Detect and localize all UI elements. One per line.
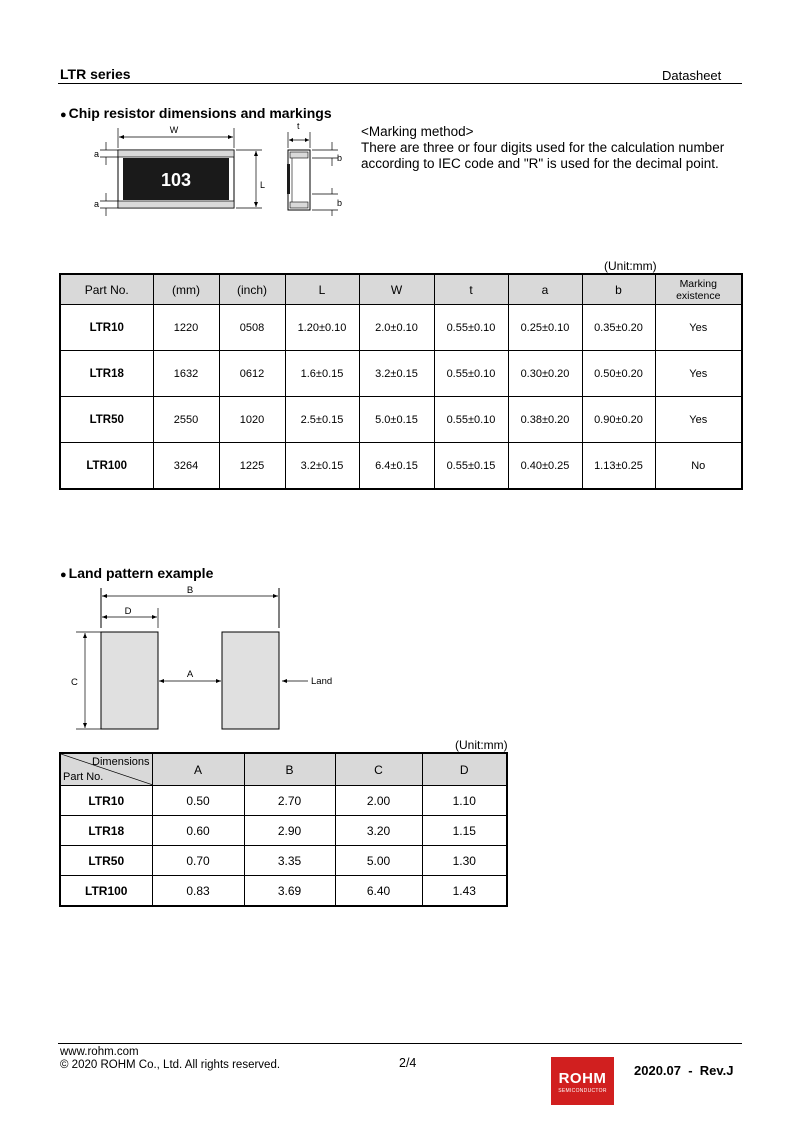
table-cell: 1.13±0.25 — [582, 443, 655, 490]
part-no-cell: LTR100 — [60, 876, 152, 907]
page-number: 2/4 — [399, 1056, 417, 1070]
part-no-cell: LTR10 — [60, 786, 152, 816]
land-pattern-table — [59, 752, 508, 907]
section-title-land-pattern — [60, 565, 213, 581]
table-cell: 0.30±0.20 — [508, 351, 582, 397]
table-cell: 0.60 — [152, 816, 244, 846]
label-l: L — [260, 180, 266, 190]
footer-divider — [58, 1043, 742, 1044]
table-cell: 1.43 — [422, 876, 507, 907]
table-cell: 2550 — [153, 397, 219, 443]
col-header-marking: Marking existence — [655, 274, 742, 305]
table-cell: 3.2±0.15 — [285, 443, 359, 490]
unit-label-land: (Unit:mm) — [455, 738, 508, 752]
table-cell: 2.00 — [335, 786, 422, 816]
label-w: W — [169, 125, 179, 135]
part-no-cell: LTR50 — [60, 846, 152, 876]
part-no-cell: LTR100 — [60, 443, 153, 490]
table-cell: 0.83 — [152, 876, 244, 907]
label-c: C — [71, 677, 78, 688]
table-cell: 2.90 — [244, 816, 335, 846]
col-header: C — [335, 753, 422, 786]
table-cell: 3.69 — [244, 876, 335, 907]
col-header: t — [434, 274, 508, 305]
col-header: B — [244, 753, 335, 786]
label-b-top: b — [337, 153, 343, 163]
table-cell: No — [655, 443, 742, 490]
part-no-cell: LTR18 — [60, 351, 153, 397]
table-cell: 0.50 — [152, 786, 244, 816]
table-cell: 0.55±0.10 — [434, 397, 508, 443]
table-cell: 0.55±0.10 — [434, 351, 508, 397]
table-row — [60, 816, 507, 846]
part-no-cell: LTR10 — [60, 305, 153, 351]
table-cell: 0.38±0.20 — [508, 397, 582, 443]
col-header: D — [422, 753, 507, 786]
label-d: D — [124, 606, 132, 617]
table-header-row — [60, 753, 507, 786]
col-header: W — [359, 274, 434, 305]
chip-dimension-figure — [60, 118, 360, 218]
marking-text: 103 — [160, 170, 192, 190]
col-header: A — [152, 753, 244, 786]
table-cell: 2.0±0.10 — [359, 305, 434, 351]
table-cell: Yes — [655, 397, 742, 443]
label-t: t — [297, 121, 300, 131]
table-cell: 3.35 — [244, 846, 335, 876]
table-row — [60, 876, 507, 907]
table-cell: 1632 — [153, 351, 219, 397]
table-cell: 0.35±0.20 — [582, 305, 655, 351]
label-a-top: a — [94, 149, 100, 159]
table-cell: 1.15 — [422, 816, 507, 846]
corner-partno-label: Part No. — [63, 771, 104, 783]
unit-label-dimensions: (Unit:mm) — [604, 259, 657, 273]
land-pad-right — [222, 632, 279, 729]
table-row — [60, 786, 507, 816]
label-b: B — [186, 585, 194, 596]
table-cell: 2.5±0.15 — [285, 397, 359, 443]
section-title-text: Land pattern example — [68, 565, 214, 581]
col-header: (inch) — [219, 274, 285, 305]
rohm-logo — [551, 1057, 614, 1105]
label-b-bottom: b — [337, 198, 343, 208]
table-row — [60, 443, 742, 490]
table-cell: 0.70 — [152, 846, 244, 876]
table-cell: 0.90±0.20 — [582, 397, 655, 443]
col-header: L — [285, 274, 359, 305]
logo-text: ROHM — [558, 1070, 607, 1087]
footer-copyright: © 2020 ROHM Co., Ltd. All rights reserved. — [60, 1059, 281, 1071]
revision-label: 2020.07 - Rev.J — [634, 1063, 734, 1078]
table-cell: 1.30 — [422, 846, 507, 876]
table-cell: 6.40 — [335, 876, 422, 907]
table-cell: Yes — [655, 351, 742, 397]
table-cell: 0.50±0.20 — [582, 351, 655, 397]
table-cell: 0.40±0.25 — [508, 443, 582, 490]
corner-header — [60, 753, 152, 786]
logo-subtext: SEMICONDUCTOR — [558, 1088, 607, 1094]
table-row — [60, 305, 742, 351]
part-no-cell: LTR18 — [60, 816, 152, 846]
table-cell: 1.6±0.15 — [285, 351, 359, 397]
table-cell: 3264 — [153, 443, 219, 490]
section-title-text: Chip resistor dimensions and markings — [68, 105, 332, 121]
label-a: A — [186, 669, 194, 680]
table-row — [60, 397, 742, 443]
document-type: Datasheet — [662, 68, 722, 83]
footer-website[interactable]: www.rohm.com — [60, 1046, 139, 1058]
table-cell: 1225 — [219, 443, 285, 490]
marking-method-line2: according to IEC code and "R" is used for the decimal point. — [361, 156, 719, 171]
table-cell: 5.0±0.15 — [359, 397, 434, 443]
series-title: LTR series — [60, 66, 131, 82]
header-divider — [58, 83, 742, 84]
table-cell: 1.20±0.10 — [285, 305, 359, 351]
marking-method-note — [361, 124, 724, 172]
table-cell: 1020 — [219, 397, 285, 443]
dimensions-table — [59, 273, 743, 490]
table-cell: 0.25±0.10 — [508, 305, 582, 351]
table-cell: 2.70 — [244, 786, 335, 816]
table-row — [60, 351, 742, 397]
table-cell: 0.55±0.10 — [434, 305, 508, 351]
table-cell: 3.20 — [335, 816, 422, 846]
marking-method-title: <Marking method> — [361, 124, 474, 139]
table-cell: 0612 — [219, 351, 285, 397]
table-cell: 5.00 — [335, 846, 422, 876]
col-header: a — [508, 274, 582, 305]
land-pattern-figure — [60, 580, 360, 740]
marking-method-line1: There are three or four digits used for the calculation number — [361, 140, 725, 155]
table-cell: 0.55±0.15 — [434, 443, 508, 490]
land-pad-left — [101, 632, 158, 729]
corner-dimensions-label: Dimensions — [92, 756, 150, 768]
bullet-icon: ● — [60, 569, 67, 581]
col-header: (mm) — [153, 274, 219, 305]
table-cell: 6.4±0.15 — [359, 443, 434, 490]
table-cell: Yes — [655, 305, 742, 351]
part-no-cell: LTR50 — [60, 397, 153, 443]
label-a-bottom: a — [94, 199, 100, 209]
bullet-icon: ● — [60, 109, 67, 121]
label-land: Land — [311, 676, 333, 687]
col-header: Part No. — [60, 274, 153, 305]
col-header: b — [582, 274, 655, 305]
table-cell: 3.2±0.15 — [359, 351, 434, 397]
table-cell: 0508 — [219, 305, 285, 351]
table-cell: 1.10 — [422, 786, 507, 816]
table-cell: 1220 — [153, 305, 219, 351]
table-row — [60, 846, 507, 876]
table-header-row — [60, 274, 742, 305]
